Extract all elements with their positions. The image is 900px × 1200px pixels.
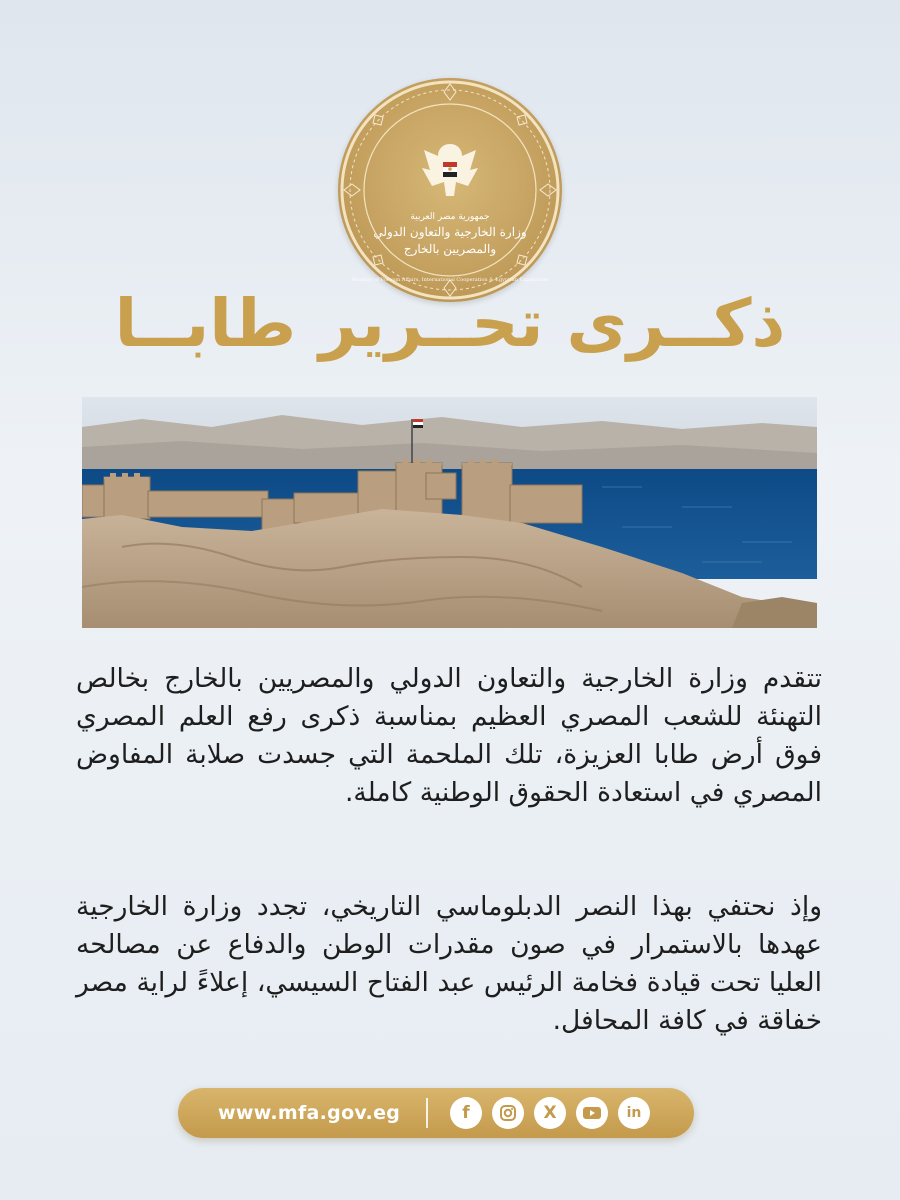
- ministry-seal-logo: [338, 78, 562, 302]
- seal-ministry-line2: والمصريين بالخارج: [403, 242, 497, 256]
- body-paragraph-1: تتقدم وزارة الخارجية والتعاون الدولي والمصريين بالخارج بخالص التهنئة للشعب المصري العظيم بمناسبة ذكرى رفع العلم المصري فوق أرض طابا العزيزة، تلك الملحمة التي جسدت صلابة المفاوض المصري في استعادة الحقوق الوطنية كاملة.: [76, 663, 822, 808]
- seal-ornament: [338, 78, 562, 302]
- seal-country-text: جمهورية مصر العربية: [410, 212, 490, 222]
- linkedin-icon[interactable]: in: [618, 1097, 650, 1129]
- footer-divider: [426, 1098, 428, 1128]
- seal-ministry-english: Ministry of Foreign Affairs, International Cooperation & Egyptian Expatriates: [351, 277, 549, 283]
- seal-ministry-line1: وزارة الخارجية والتعاون الدولي: [373, 225, 527, 239]
- body-paragraph-2: وإذ نحتفي بهذا النصر الدبلوماسي التاريخي، تجدد وزارة الخارجية عهدها بالاستمرار في صون مقدرات الوطن والدفاع عن مصالحه العليا تحت قيادة فخامة الرئيس عبد الفتاح السيسي، إعلاءً لراية مصر خفاقة في كافة المحافل.: [76, 891, 822, 1036]
- youtube-icon[interactable]: [576, 1097, 608, 1129]
- website-link[interactable]: www.mfa.gov.eg: [218, 1102, 401, 1124]
- page-title: ذكــرى تحــرير طابــا: [114, 285, 786, 362]
- footer-bar: [178, 1088, 694, 1138]
- x-icon[interactable]: X: [534, 1097, 566, 1129]
- instagram-icon[interactable]: [492, 1097, 524, 1129]
- citadel-illustration: [82, 397, 817, 628]
- facebook-icon[interactable]: f: [450, 1097, 482, 1129]
- eagle-emblem-icon: [422, 144, 478, 196]
- taba-citadel-photo: [82, 397, 817, 628]
